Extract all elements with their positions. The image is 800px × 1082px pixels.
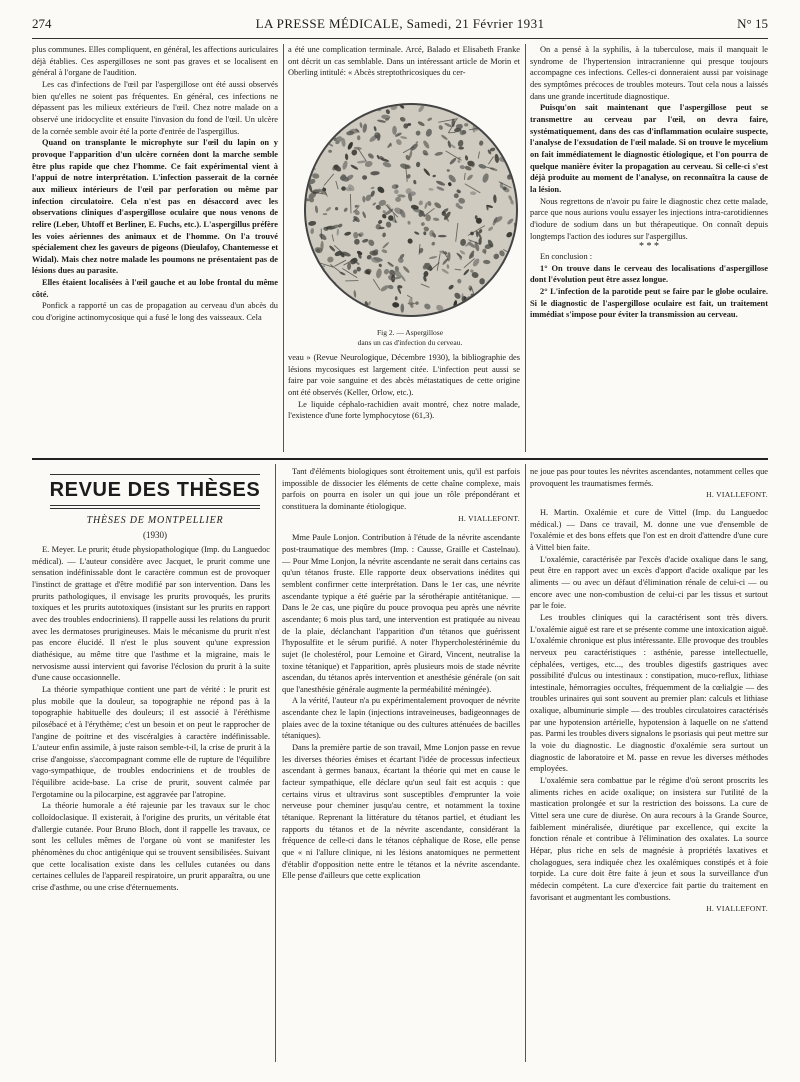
author-signature: H. VIALLEFONT. bbox=[706, 490, 768, 500]
paragraph: A la vérité, l'auteur n'a pu expérimentalement provoquer de névrite ascendante chez le lapin (injections intraveineuses, badigeonnages de plaies avec de la toxine tétanique ou des cultures atténuées de bacilles tétaniques). bbox=[282, 696, 520, 741]
title-rule bbox=[50, 508, 260, 509]
paragraph: Le liquide céphalo-rachidien avait montré, chez notre malade, l'existence d'une forte lymphocytose (61,3). bbox=[288, 399, 520, 421]
review-entry: H. Martin. Oxalémie et cure de Vittel (Imp. du Languedoc médical.) — Dans ce travail, M. donne une vue d'ensemble de l'oxalémie et des bons effets que l'on est en droit d'attendre d'une cure à Vittel bien faite. bbox=[530, 507, 768, 552]
micrograph-image bbox=[306, 105, 516, 315]
author-signature: H. VIALLEFONT. bbox=[458, 513, 520, 523]
section-divider bbox=[32, 458, 768, 460]
paragraph: Les troubles cliniques qui la caractérisent sont très divers. L'oxalémie aiguë est rare et se présente comme une intoxication aiguë. L'oxalémie chronique est plus intéressante. Elle provoque des troubles nerveux peu caractéristiques : asthénie, paresse intellectuelle, céphalées, vertiges, etc..., des troubles digestifs gastriques avec possibilité d'ulcus ou intestinaux : constipation, muco-reflux, lithiase intestinale, hémorragies occultes, fréquemment de la cœlialgie — des troubles urinaires qui sont souvent au premier plan: calculs et lithiase oxalique, albuminurie simple — des troubles circulatoires caractérisés par une hypotension artérielle, hypotension à laquelle on ne s'attend pas. Parmi les troubles divers signalons le psoriasis qui peut mettre sur la voie du diagnostic. Le diagnostic d'oxalémie sera surtout un diagnostic de laboratoire et M. passe en revue les diverses méthodes employées. bbox=[530, 612, 768, 774]
section-separator-stars: * * * bbox=[639, 241, 659, 253]
review-column-2 bbox=[282, 466, 520, 1062]
column-rule bbox=[525, 464, 526, 1062]
paragraph: Les cas d'infections de l'œil par l'aspergillose ont été aussi observés bien qu'elles ne soient pas fréquentes. En général, ces infections ne dépassent pas les milieux extérieurs de l'œil. Chez notre malade on a observé une iridocyclite et ensuite l'invasion du fond de l'œil. Un ulcère de la cornée semble avoir été la porte d'entrée de l'aspergillus. bbox=[32, 79, 278, 136]
title-rule bbox=[50, 505, 260, 506]
issue-number: N° 15 bbox=[737, 16, 768, 31]
paragraph: 1° On trouve dans le cerveau des localisations d'aspergillose dont l'évolution peut être assez longue. bbox=[530, 263, 768, 285]
article-column-2-bottom bbox=[288, 352, 520, 452]
column-rule bbox=[283, 44, 284, 452]
article-column-1 bbox=[32, 44, 278, 452]
author-signature: H. VIALLEFONT. bbox=[706, 904, 768, 914]
paragraph: L'oxalémie, caractérisée par l'excès d'acide oxalique dans le sang, peut être en rapport avec un excès d'apport d'acide oxalique par les aliments — ou avec un défaut d'élimination rénale de celui-ci — ou encore avec une non-combustion de celui-ci par les tissus et surtout par le foie. bbox=[530, 554, 768, 611]
paragraph: L'oxalémie sera combattue par le régime d'où seront proscrits les aliments riches en acide oxalique; on insistera sur l'utilité de la mastication prolongée et sur la restriction des boissons. La cure de Vittel sera une cure de diurèse. On aura recours à la Grande Source, faiblement minéralisée, diurétique par excellence, qui excite la fonction rénale et contribue à l'élimination des oxalates. La source Hépar, plus riche en sels de magnésie à propriétés laxatives et cholagogues, sera indiquée chez les oxalémiques constipés et à foie torpide. La cure doit être faite à jeun et sous la surveillance d'un médecin compétent. La cure d'exercice fait partie du traitement en favorisant et augmentant les combustions. bbox=[530, 776, 768, 902]
header-rule bbox=[32, 38, 768, 39]
review-entry: E. Meyer. Le prurit; étude physiopathologique (Imp. du Languedoc médical). — L'auteur considère avec Jacquet, le prurit comme une sensation indéfinissable dont le caractère commun est de provoquer l'instinct de grattage et d'être modifié par son intervention. Dans les prurits pathologiques, il envisage les prurits provoqués, les prurits toxiques et les prurits autotoxiques (insistant sur les prurits en rapport avec des troubles endocriniens). Il rappelle aussi les relations du prurit avec les dermatoses prurigineuses. Mais le mécanisme du prurit n'est pas encore élucidé. Il n'est le plus souvent qu'une expression diathésique, au même titre que l'asthme et la migraine, mais le nervosisme aussi intervient qui favorise l'éclosion du prurit à la suite d'une cause occasionnelle. bbox=[32, 545, 270, 683]
paragraph: Elles étaient localisées à l'œil gauche et au lobe frontal du même côté. bbox=[32, 278, 278, 299]
spacer bbox=[282, 524, 520, 532]
page-number: 274 bbox=[32, 16, 52, 31]
figure-caption bbox=[290, 328, 530, 347]
paragraph: Dans la première partie de son travail, Mme Lonjon passe en revue les diverses théories émises et écartant l'idée de processus infectieux ascendant à germes banaux, écartant la théorie qui met en cause le facteur sympathique, elle déclare qu'un seul fait est acquis : que certains virus et ultravirus sont susceptibles d'emprunter la voie nerveuse pour cheminer jusqu'au centre, et notamment la toxine tétanique. Reprenant la littérature du tétanos partiel, et étudiant les rapports du tétanos et de la névrite ascendante, considérant la fréquence de celle-ci dans le tétanos céphalique de Rose, elle pense que « ni l'allure clinique, ni les lésions anatomiques ne permettent d'établir d'opposition nette entre le tétanos et la névrite ascendante. Elle pense d'ailleurs que cette explication bbox=[282, 743, 520, 881]
paragraph: veau » (Revue Neurologique, Décembre 1930), la bibliographie des lésions mycosiques est largement citée. L'infection peut aussi se faire par voie sanguine et des abcès métastatiques de cette origine ont été observés (Keller, Orlow, etc.). bbox=[288, 353, 520, 397]
paragraph: En conclusion : bbox=[540, 252, 593, 262]
column-rule bbox=[525, 44, 526, 452]
section-year: (1930) bbox=[143, 530, 167, 540]
section-subtitle: THÈSES DE MONTPELLIER bbox=[86, 515, 224, 526]
paragraph: Ponfick a rapporté un cas de propagation au cerveau d'un abcès du cou d'origine actinomycosique qui a fusé le long des vaisseaux. Cela bbox=[32, 301, 278, 323]
paragraph: Tant d'éléments biologiques sont étroitement unis, qu'il est parfois impossible de dissocier les éléments de cette chaîne complexe, mais parfois on pourra en isoler un qui joue un rôle prépondérant et constituera la dominante étiologique. bbox=[282, 467, 520, 511]
figure-caption-line-2: dans un cas d'infection du cerveau. bbox=[357, 337, 463, 347]
section-title: REVUE DES THÈSES bbox=[49, 479, 261, 501]
paragraph: La théorie humorale a été rajeunie par les travaux sur le choc colloïdoclasique. Il existerait, à l'origine des prurits, un véritable état d'allergie cutanée. Pour Bruno Bloch, dont il rappelle les travaux, ce sont les cellules mêmes de l'organe où vont se manifester les phénomènes du choc antigénique qui se trouvent sensibilisées. Suivant que cette localisation existe dans les cellules cutanées ou dans certaines cellules de l'appareil respiratoire, un prurit apparaîtra, ou une crise d'asthme, ou une crise d'éternuements. bbox=[32, 801, 270, 893]
paragraph: ne joue pas pour toutes les névrites ascendantes, notamment celles que provoquent les traumatismes fermés. bbox=[530, 467, 768, 488]
journal-title: LA PRESSE MÉDICALE, Samedi, 21 Février 1931 bbox=[255, 16, 545, 31]
column-rule bbox=[275, 464, 276, 1062]
paragraph: 2° L'infection de la parotide peut se faire par le globe oculaire. Si le diagnostic de l'aspergillose oculaire est fait, un traitement immédiat s'impose pour éviter la transmission au cerveau. bbox=[530, 287, 768, 320]
paragraph: a été une complication terminale. Arcé, Balado et Elisabeth Franke ont décrit un cas semblable. Dans un intéressant article de Morin et Oberling intitulé: « Abcès streptothricosiques du cer- bbox=[288, 45, 520, 78]
micrograph-figure bbox=[304, 103, 518, 317]
title-rule bbox=[50, 474, 260, 475]
paragraph: Nous regrettons de n'avoir pu faire le diagnostic chez cette malade, parce que nous aurions voulu essayer les injections intra-carotidiennes d'iodure de sodium dans un but thérapeutique. On connaît depuis longtemps l'action des iodures sur l'aspergillus. bbox=[530, 196, 768, 241]
review-entry: Mme Paule Lonjon. Contribution à l'étude de la névrite ascendante post-traumatique des membres (Imp. : Causse, Graille et Castelnau). — Pour Mme Lonjon, la névrite ascendante ne serait dans certains cas qu'un tétanos fruste. Elle rapporte deux observations inédites qui semblent confirmer cette interprétation. Dans le 1er cas, une névrite ascendante typique a été guérie par la sérothérapie antitétanique. — Dans le 2e cas, une piqûre du pouce provoqua peu après une névrite ascendante; 6 mois plus tard, une intervention est pratiquée au niveau de la plaie, déclanchant l'apparition d'un tétanos que guérissent l'hyposulfite et le sérum purifié. A noter l'hypercholestérinémie du sujet (le cholestérol, pour Lemoine et Girard, Vincent, neutralise la toxine tétanique) et l'apparition, après plusieurs mois de stade névrite ascendan, du tétanos après intervention et anesthésie générale (on sait que l'anesthésie générale augmente la perméabilité méningée). bbox=[282, 533, 520, 694]
paragraph: Quand on transplante le microphyte sur l'œil du lapin on y provoque l'apparition d'un ulcère cornéen dont la marche semble être plus rapide que chez l'homme. Ce fait expérimental vient à l'appui de notre interprétation. L'infection passerait de la cornée aux milieux intérieurs de l'œil par perforation ou même par infection circulatoire. Cela n'est pas en désaccord avec les observations cliniques d'aspergillose oculaire que nous venons de relire (Leber, Uhtoff et Berliner, E. Fuchs, etc.). L'aspergillus préfère les voies aériennes des animaux et de l'homme. On l'a trouvé spécialement chez les gaveurs de pigeons (Dieulafoy, Chantemesse et Widal). Mais chez notre malade les poumons ne présentaient pas de lésions dues au parasite. bbox=[32, 138, 278, 276]
figure-caption-line-1: Fig 2. — Aspergillose bbox=[376, 328, 444, 337]
page-header bbox=[32, 12, 768, 36]
article-column-2-top bbox=[288, 44, 520, 100]
review-column-1 bbox=[32, 544, 270, 1062]
article-column-3 bbox=[530, 44, 768, 452]
paragraph: Puisqu'on sait maintenant que l'aspergillose peut se transmettre au cerveau par l'œil, on devra faire, systématiquement, dans des cas d'inflammation oculaire suspecte, l'analyse de l'exsudation de l'œil malade. Si on trouve le mycelium on fait immédiatement le diagnostic étiologique, et l'on pourra de quelque manière éviter la propagation au cerveau. Si celle-ci s'est déjà produite au moment de l'analyse, on reconnaîtra la cause de la lésion. bbox=[530, 103, 768, 194]
paragraph: plus communes. Elles compliquent, en général, les affections auriculaires déjà établies. Ces aspergilloses ne sont pas graves et se localisent en général à l'organe de l'audition. bbox=[32, 45, 278, 78]
review-column-3 bbox=[530, 466, 768, 1062]
paragraph: La théorie sympathique contient une part de vérité : le prurit est plus mobile que la douleur, sa topographie ne répond pas à la topographie habituelle des douleurs; il est associé à l'éréthisme pilosébacé et à l'érythème; c'est un besoin et on peut le rapprocher de l'angine de poitrine et des viscéralgies à caractère indéfinissable. L'auteur enfin assimile, à juste raison semble-t-il, la crise de prurit à la crise d'angoisse, s'accompagnant comme elle de rupture de l'équilibre vago-sympathique, de troubles endocriniens et de troubles de l'équilibre acide-base. La crise de prurit, souvent calmée par l'ergotamine ou la pilocarpine, est aggravée par l'atropine. bbox=[32, 684, 270, 799]
paragraph: On a pensé à la syphilis, à la tuberculose, mais il manquait le syndrome de l'hypertension intracranienne qui presque toujours accompagne ces infections. Celles-ci donneraient aussi par voisinage des symptômes précoces de troubles moteurs. Tout cela nous a laissés dans une grande incertitude diagnostique. bbox=[530, 45, 768, 101]
